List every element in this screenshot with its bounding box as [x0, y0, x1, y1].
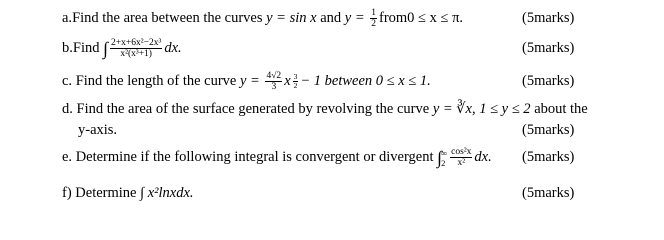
question-d-line2: y-axis. [78, 122, 118, 138]
question-d-continuation [0, 118, 664, 142]
integral-sign: ∫ [103, 38, 109, 59]
question-c-marks: (5marks) [522, 73, 575, 89]
question-d-marks: (5marks) [522, 122, 575, 138]
question-c-coefficient [265, 71, 282, 92]
fraction-denominator: 2 [371, 19, 376, 30]
question-c [0, 69, 664, 93]
question-b-dx: dx. [164, 40, 182, 56]
question-f-expression: ∫ x²lnxdx. [140, 185, 194, 201]
question-c-text [62, 69, 431, 93]
fraction-numerator: 1 [371, 8, 376, 19]
question-d-curve: y = ∛x, 1 ≤ y ≤ 2 [432, 101, 531, 117]
question-b-text [62, 36, 182, 61]
question-e-lead: Determine if the following integral is convergent or divergent [75, 149, 438, 165]
fraction-numerator: cos²x [451, 147, 472, 158]
upper-limit: ∞ [441, 147, 448, 158]
fraction-denominator: x² [457, 158, 466, 169]
question-a-lead: Find the area between the curves [72, 10, 267, 26]
question-a-label: a. [62, 10, 73, 26]
question-e-label: e. [62, 149, 73, 165]
question-c-exponent [293, 73, 299, 90]
question-c-variable: x [284, 73, 291, 89]
question-e-dx: dx. [474, 149, 492, 165]
question-f [0, 181, 664, 205]
question-f-label: f) [62, 185, 72, 201]
question-f-lead: Determine [75, 185, 141, 201]
question-b-label: b. [62, 40, 73, 56]
question-a-text [62, 6, 463, 30]
question-b-fraction [110, 38, 162, 59]
question-e-text [62, 145, 492, 170]
fraction-numerator: 2+x+6x²−2x³ [111, 38, 162, 49]
fraction-numerator: 3 [293, 72, 298, 81]
lower-limit: 2 [441, 157, 446, 168]
fraction-denominator: x²(x³+1) [120, 49, 152, 60]
fraction-numerator: 4√2 [266, 71, 282, 82]
question-a-range: from0 ≤ x ≤ π. [379, 10, 464, 26]
question-c-rest: − 1 between 0 ≤ x ≤ 1. [300, 73, 431, 89]
question-e [0, 145, 664, 169]
question-c-lead: Find the length of the curve [75, 73, 240, 89]
question-c-lhs: y = [239, 73, 260, 89]
question-a-curve2-lhs: y = [344, 10, 365, 26]
question-a-marks: (5marks) [522, 10, 575, 26]
question-d-lead: Find the area of the surface generated by revolving the curve [76, 101, 433, 117]
question-a [0, 6, 664, 30]
question-e-marks: (5marks) [522, 149, 575, 165]
question-b [0, 36, 664, 60]
question-d-label: d. [62, 101, 73, 117]
integral-sign: ∫ [437, 147, 443, 168]
question-a-fraction [370, 8, 377, 29]
question-a-and: and [316, 10, 345, 26]
question-f-marks: (5marks) [522, 185, 575, 201]
question-f-text [62, 181, 194, 205]
fraction-denominator: 3 [271, 82, 277, 93]
question-b-marks: (5marks) [522, 40, 575, 56]
question-e-fraction [450, 147, 472, 168]
question-d-tail: about the [530, 101, 588, 117]
integral-limits [441, 148, 447, 168]
fraction-denominator: 2 [293, 81, 298, 90]
question-a-curve1: y = sin x [266, 10, 317, 26]
question-b-lead: Find [72, 40, 104, 56]
question-c-label: c. [62, 73, 73, 89]
